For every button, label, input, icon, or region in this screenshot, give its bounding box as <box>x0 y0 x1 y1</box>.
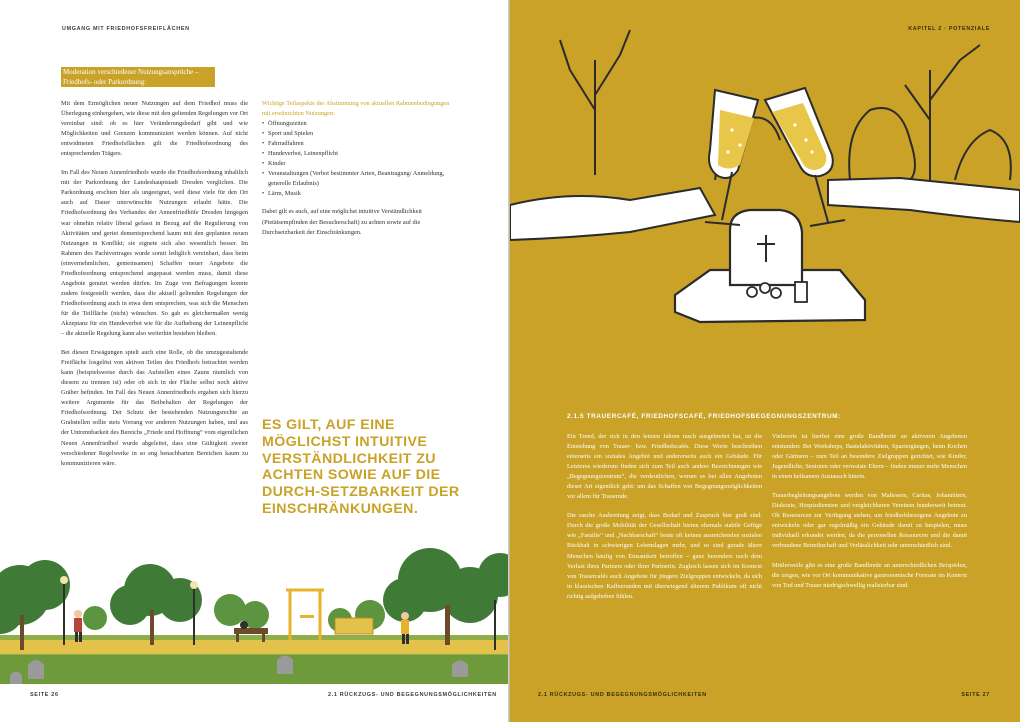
right-running-head: KAPITEL 2 · POTENZIALE <box>908 26 990 32</box>
sidebar-box <box>262 99 452 238</box>
body-paragraph: Mittlerweile gibt es eine große Bandbreite an unterschiedlichen Beispielen, die zeigen, wie vor Ort kommunikative gastronomische Formate im Kontext von Tod und Trauer niedrigschwellig realisierbar sind. <box>772 561 967 589</box>
highlight-title: Moderation verschiedener Nutzungsansprüche – Friedhofs- oder Parkordnung: <box>61 67 215 87</box>
list-item: • Sport und Spielen <box>262 129 452 139</box>
right-page <box>510 0 1020 722</box>
left-body-text <box>61 99 248 478</box>
list-item: • Öffnungszeiten <box>262 119 452 129</box>
right-footer-chapter: 2.1 RÜCKZUGS- UND BEGEGNUNGSMÖGLICHKEITEN <box>538 692 707 698</box>
body-paragraph: Trauerbegleitungsangebote werden von Maltesern, Caritas, Johannitern, Diakonie, Hospizdiensten und vergleichbaren Vereinen bundesweit betreut. Ob Ressourcen zur Verfügung stehen, um friedhofsbezogene Angebote zu entwickeln oder gar regelmäßig ein Gebäude damit zu bespielen, muss individuell erkundet werden, da die personellen Ressourcen und die damit verbundene Betreibschaft und Verlässlichkeit sehr unterschiedlich sind. <box>772 492 967 550</box>
body-paragraph: Vielerorts ist hierbei eine große Bandbreite an aktiveren Angeboten entstanden: Bei Workshops, Bastelaktivitäten, Spaziergängen, beim Kochen oder Gärtnern – zum Teil an besondere Zielgruppen gerichtet, wie Kinder, Jugendliche, Senioren oder verwaiste Eltern – finden immer mehr Menschen in einen heilsamen Austausch hinein. <box>772 433 967 481</box>
body-paragraph: Die rasche Ausbreitung zeigt, dass Bedarf und Zuspruch hier groß sind. Durch die große Mobilität der Gesellschaft bieten ehemals stabile Gefüge wie „Familie“ und „Nachbarschaft“ heute oft keinen ausreichenden sozialen Rückhalt in schwierigen Lebenslagen mehr, und so sind gerade ältere Menschen häufig von Einsamkeit betroffen – ganz besonders nach dem Verlust ihres Partners oder ihrer Partnerin. Zugleich lassen sich im Kontext von Trauercafés auch Angebote für jüngere Zielgruppen entwickeln, da sich in klassischen Kaffeerunden mit überwiegend älterem Publikum oft nicht richtig aufgehoben fühlen. <box>567 512 762 600</box>
left-footer-band <box>0 684 510 722</box>
pull-quote: ES GILT, AUF EINE MÖGLICHST INTUITIVE VERSTÄNDLICHKEIT ZU ACHTEN SOWIE AUF DIE DURCH-SETZBARKEIT DER EINSCHRÄNKUNGEN. <box>262 417 460 517</box>
sidebar-list <box>262 119 452 199</box>
list-item: • Lärm, Musik <box>262 189 452 199</box>
body-paragraph: Im Fall des Neuen Annenfriedhofs wurde die Friedhofsordnung inhaltlich mit der Parkordnung der Landeshauptstadt Dresden verglichen. Die Parkordnung erschien hier als ungeeignet, weil diese viele für den Ort auch auf Dauer unerwünschte Nutzungen erlaubt hätte. Die Friedhofsordnung des Verbandes der Annenfriedhöfe Dresden hingegen war ohnehin relativ liberal gefasst in Bezug auf die Regulierung von Aktivitäten und geriet dementsprechend kaum mit den geplanten neuen Nutzungen in Konflikt; sie eignete sich also wesentlich besser. Im Rahmen des Pachtvertrages wurde somit lediglich vereinbart, dass beim (einvernehmlichen, gemeinsamen) Schaffen neuer Angebote die Friedhofsordnung entsprechend angepasst werden muss, damit diese Angebote genutzt werden dürfen. Im Zuge von Befragungen konnte zudem festgestellt werden, dass die aktuell geltenden Regelungen der Friedhofsordnung auch in etwa dem entsprechen, was sich die Menschen für die Teilfläche (nicht) wünschen. So gab es gleichermaßen wenig Akzeptanz für ein Hundeverbot wie für die Aufhebung der Leinenpflicht – die aktuelle Regelung kann also weiterhin bestehen bleiben. <box>61 169 248 338</box>
right-page-number: SEITE 27 <box>961 692 990 698</box>
sidebar-note: Dabei gilt es auch, auf eine möglichst intuitive Verständlichkeit (Pietätsempfinden der Besucherschaft) zu achten sowie auf die Durchsetzbarkeit der Einschränkungen. <box>262 208 422 236</box>
park-illustration <box>0 540 510 700</box>
body-paragraph: Mit dem Ermöglichen neuer Nutzungen auf dem Friedhof muss die Überlegung einhergehen, wie diese mit den geltenden Regelungen vor Ort vereinbar sind: ob es hier Veränderungsbedarf gibt und wie Möglichkeiten und Grenzen kommuniziert werden können. Auf nicht entwidmeten Friedhofsflächen gilt die Friedhofsordnung des entsprechenden Trägers. <box>61 100 248 158</box>
section-heading: 2.1.5 TRAUERCAFÉ, FRIEDHOFSCAFÉ, FRIEDHOFSBEGEGNUNGSZENTRUM: <box>567 413 841 420</box>
list-item: • Hundeverbot, Leinenpflicht <box>262 149 452 159</box>
right-column-2 <box>772 432 967 600</box>
left-page-number: SEITE 26 <box>30 692 59 698</box>
body-paragraph: Ein Trend, der sich in den letzten Jahren rasch ausgebreitet hat, ist die Entstehung von Trauer- bzw. Friedhofscafés. Diese Worte beschreiben einerseits ein soziales Angebot und andererseits auch ein Gebäude. Für Letzteres wiederum finden sich zum Teil auch andere Bezeichnungen wie „Begegnungszentrum“, die verdeutlichen, worum es bei allen Angeboten dieser Art eigentlich geht: um das Schaffen von Begegnungsmöglichkeiten vor allem für Trauernde. <box>567 433 762 501</box>
left-footer-chapter: 2.1 RÜCKZUGS- UND BEGEGNUNGSMÖGLICHKEITEN <box>328 692 497 698</box>
list-item: • Veranstaltungen (Verbot bestimmter Arten, Beantragung/ Anmeldung, generelle Erlaubnis) <box>262 169 452 189</box>
right-column-1 <box>567 432 762 611</box>
list-item: • Kinder <box>262 159 452 169</box>
toast-illustration <box>510 0 1020 395</box>
sidebar-heading: Wichtige Teilaspekte der Abstimmung von aktuellen Rahmenbedingungen mit erwünschten Nutzungen: <box>262 100 450 118</box>
list-item: • Fahrradfahren <box>262 139 452 149</box>
body-paragraph: Bei diesen Erwägungen spielt auch eine Rolle, ob die umzugestaltende Freifläche losgelöst von aktiven Teilen des Friedhofs betrachtet werden kann (beispielsweise durch das Aufstellen eines Zauns räumlich von diesem zu trennen ist) oder ob sich in der Fläche selbst noch aktive Gräber befinden. Im Fall des Neuen Annenfriedhofs ergaben sich hierzu weitere Argumente für das Beibehalten der Regelungen der Friedhofsordnung. Der Schutz der bestehenden Nutzungsrechte an Grabstellen sollte stets Vorrang vor anderen Nutzungen haben, und aus der Untrennbarkeit des Bereichs „Friede und Hoffnung“ vom eigentlichen Neuen Annenfriedhof wurde abgeleitet, dass eine Gültigkeit zweier verschiedener Regelwerke in so eng benachbarten Bereichen kaum zu kommunizieren wäre. <box>61 349 248 467</box>
left-running-head: UMGANG MIT FRIEDHOFSFREIFLÄCHEN <box>62 26 190 32</box>
